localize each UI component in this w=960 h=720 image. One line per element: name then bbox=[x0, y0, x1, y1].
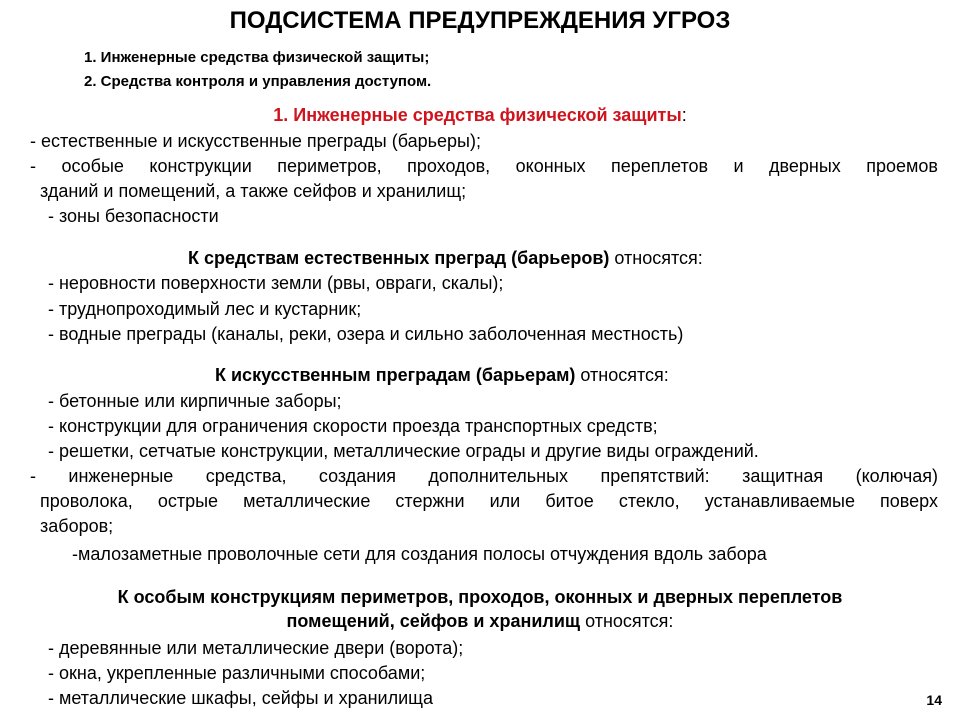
list-item: - конструкции для ограничения скорости проезда транспортных средств; bbox=[48, 416, 658, 436]
section-heading bbox=[215, 364, 669, 387]
section-heading-suffix: : bbox=[681, 105, 687, 125]
list-item: - деревянные или металлические двери (ворота); bbox=[48, 638, 464, 658]
list-item: - неровности поверхности земли (рвы, овраги, скалы); bbox=[48, 273, 504, 293]
intro-item: 1. Инженерные средства физической защиты; bbox=[84, 49, 430, 66]
section-heading-suffix: относятся: bbox=[609, 248, 703, 268]
section-heading-text: 1. Инженерные средства физической защиты bbox=[273, 105, 682, 125]
page-number: 14 bbox=[926, 692, 942, 708]
list-item: зданий и помещений, а также сейфов и хранилищ; bbox=[40, 181, 467, 201]
list-item: - труднопроходимый лес и кустарник; bbox=[48, 299, 362, 319]
section-heading-text: помещений, сейфов и хранилищ bbox=[286, 611, 581, 631]
list-item: заборов; bbox=[40, 516, 114, 536]
list-item: - особые конструкции периметров, проходов, оконных переплетов и дверных проемов bbox=[30, 156, 938, 176]
list-item: проволока, острые металлические стержни или битое стекло, устанавливаемые поверх bbox=[40, 491, 938, 511]
list-item: - зоны безопасности bbox=[48, 206, 219, 226]
section-heading-text: К искусственным преградам (барьерам) bbox=[215, 365, 576, 385]
list-item: - решетки, сетчатые конструкции, металлические ограды и другие виды ограждений. bbox=[48, 441, 759, 461]
page-title: ПОДСИСТЕМА ПРЕДУПРЕЖДЕНИЯ УГРОЗ bbox=[229, 7, 731, 34]
section-heading-suffix: относятся: bbox=[575, 365, 669, 385]
section-heading bbox=[0, 610, 960, 633]
list-item: -малозаметные проволочные сети для создания полосы отчуждения вдоль забора bbox=[72, 544, 767, 564]
section-heading bbox=[0, 104, 960, 126]
intro-item: 2. Средства контроля и управления доступом. bbox=[84, 73, 432, 90]
list-item: - инженерные средства, создания дополнительных препятствий: защитная (колючая) bbox=[30, 466, 938, 486]
list-item: - водные преграды (каналы, реки, озера и сильно заболоченная местность) bbox=[48, 324, 684, 344]
list-item: - окна, укрепленные различными способами; bbox=[48, 663, 426, 683]
list-item: - естественные и искусственные преграды (барьеры); bbox=[30, 131, 481, 151]
section-heading-text: К средствам естественных преград (барьеров) bbox=[188, 248, 610, 268]
section-heading: К особым конструкциям периметров, проходов, оконных и дверных переплетов bbox=[117, 587, 843, 607]
section-heading bbox=[188, 247, 703, 270]
list-item: - бетонные или кирпичные заборы; bbox=[48, 391, 342, 411]
section-heading-suffix: относятся: bbox=[580, 611, 674, 631]
list-item: - металлические шкафы, сейфы и хранилища bbox=[48, 688, 433, 708]
